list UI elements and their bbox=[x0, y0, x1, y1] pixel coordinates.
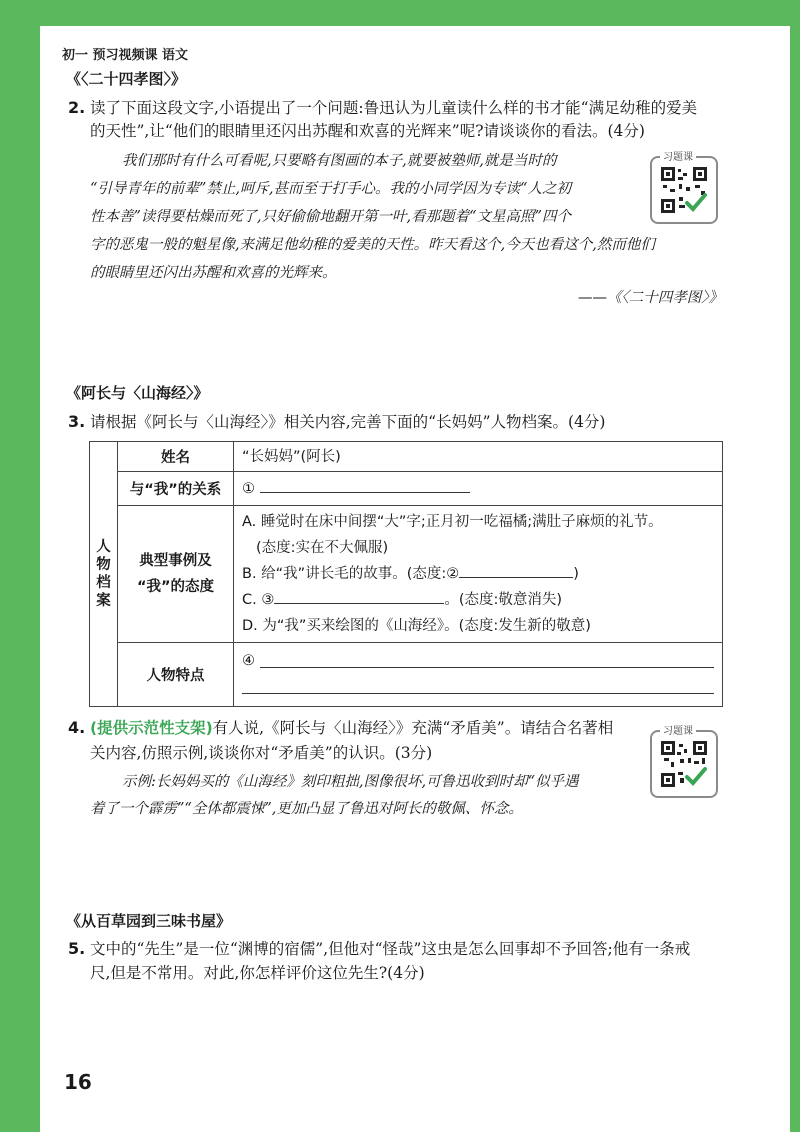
qr-code-icon bbox=[661, 167, 707, 213]
relation-blank[interactable] bbox=[260, 478, 470, 493]
events-label-1: 典型事例及 bbox=[139, 553, 212, 569]
event-d: D. 为“我”买来绘图的《山海经》。(态度:发生新的敬意) bbox=[242, 618, 591, 634]
q4-number: 4. bbox=[68, 718, 86, 737]
vertical-char-2: 物 bbox=[96, 557, 111, 573]
event-b-text: B. 给“我”讲长毛的故事。(态度:② bbox=[242, 566, 460, 582]
green-border-left bbox=[0, 0, 40, 1132]
q2-passage-line-3: 性本善”读得要枯燥而死了,只好偷偷地翻开第一叶,看那题着“文星高照”四个 bbox=[90, 209, 571, 225]
section-title-3: 《从百草园到三味书屋》 bbox=[66, 912, 232, 930]
q2-line-1: 读了下面这段文字,小语提出了一个问题:鲁迅认为儿童读什么样的书才能“满足幼稚的爱美 bbox=[90, 99, 698, 117]
q4-line-1-text: 有人说,《阿长与〈山海经〉》充满“矛盾美”。请结合名著相 bbox=[212, 719, 614, 737]
q5-line-2: 尺,但是不常用。对此,你怎样评价这位先生?(4分) bbox=[90, 964, 425, 982]
q5-line-1: 文中的“先生”是一位“渊博的宿儒”,但他对“怪哉”这虫是怎么回事却不予回答;他有一条戒 bbox=[90, 940, 691, 958]
green-border-top bbox=[0, 0, 800, 26]
q2-source: ——《〈二十四孝图〉》 bbox=[578, 290, 723, 306]
relation-answer-cell[interactable] bbox=[234, 472, 723, 506]
event-c-attitude: 。(态度:敬意消失) bbox=[444, 592, 563, 608]
q3-number: 3. bbox=[68, 412, 86, 431]
qr-code-box-2[interactable] bbox=[650, 726, 718, 798]
q4-line-2: 关内容,仿照示例,谈谈你对“矛盾美”的认识。(3分) bbox=[90, 744, 433, 762]
name-value: “长妈妈”(阿长) bbox=[234, 442, 723, 472]
qr-label-2: 习题课 bbox=[660, 722, 696, 737]
trait-answer-cell[interactable] bbox=[234, 643, 723, 707]
q4-example-line-1: 示例:长妈妈买的《山海经》刻印粗拙,图像很坏,可鲁迅收到时却“似乎遇 bbox=[122, 774, 579, 790]
section-title-2: 《阿长与〈山海经〉》 bbox=[66, 384, 209, 402]
events-label-cell bbox=[118, 506, 234, 643]
name-label: 姓名 bbox=[118, 442, 234, 472]
page-number: 16 bbox=[64, 1070, 92, 1094]
running-header: 初一 预习视频课 语文 bbox=[62, 48, 189, 63]
event-c-blank[interactable] bbox=[274, 589, 444, 604]
q2-passage-line-1: 我们那时有什么可看呢,只要略有图画的本子,就要被塾师,就是当时的 bbox=[122, 153, 557, 169]
q4-example-line-2: 着了一个霹雳”“全体都震悚”,更加凸显了鲁迅对阿长的敬佩、怀念。 bbox=[90, 801, 523, 817]
character-profile-table bbox=[89, 441, 723, 707]
trait-mark: ④ bbox=[242, 653, 255, 669]
q4-line-1 bbox=[90, 717, 613, 739]
relation-label: 与“我”的关系 bbox=[118, 472, 234, 506]
section-title-1: 《〈二十四孝图〉》 bbox=[66, 70, 187, 88]
q4-tag: (提供示范性支架) bbox=[90, 719, 213, 737]
trait-line-1[interactable] bbox=[260, 667, 714, 668]
trait-line-2[interactable] bbox=[242, 693, 714, 694]
qr-code-box-1[interactable] bbox=[650, 152, 718, 224]
qr-label-1: 习题课 bbox=[660, 148, 696, 163]
event-b-blank[interactable] bbox=[459, 563, 573, 578]
q5-number: 5. bbox=[68, 939, 86, 958]
event-c bbox=[242, 587, 714, 613]
vertical-label-cell bbox=[90, 442, 118, 707]
vertical-char-1: 人 bbox=[96, 539, 111, 555]
event-a-line-2: (态度:实在不大佩服) bbox=[256, 540, 389, 556]
events-cell bbox=[234, 506, 723, 643]
event-a-line-1: A. 睡觉时在床中间摆“大”字;正月初一吃福橘;满肚子麻烦的礼节。 bbox=[242, 514, 663, 530]
events-label-2: “我”的态度 bbox=[136, 579, 215, 595]
green-border-right bbox=[790, 0, 800, 1132]
event-c-text: C. ③ bbox=[242, 592, 275, 608]
q2-passage-line-2: “引导青年的前辈”禁止,呵斥,甚而至于打手心。我的小同学因为专读“人之初 bbox=[90, 181, 571, 197]
qr-code-icon bbox=[661, 741, 707, 787]
q2-passage-line-5: 的眼睛里还闪出苏醒和欢喜的光辉来。 bbox=[90, 265, 337, 281]
event-b-close: ) bbox=[573, 566, 579, 582]
vertical-char-3: 档 bbox=[96, 575, 111, 591]
q2-passage-line-4: 字的恶鬼一般的魁星像,来满足他幼稚的爱美的天性。昨天看这个,今天也看这个,然而他们 bbox=[90, 237, 655, 253]
q3-text: 请根据《阿长与〈山海经〉》相关内容,完善下面的“长妈妈”人物档案。(4分) bbox=[90, 413, 606, 431]
vertical-char-4: 案 bbox=[96, 593, 111, 609]
event-b bbox=[242, 561, 714, 587]
q2-line-2: 的天性”,让“他们的眼睛里还闪出苏醒和欢喜的光辉来”呢?请谈谈你的看法。(4分) bbox=[90, 122, 645, 140]
q2-number: 2. bbox=[68, 98, 86, 117]
relation-mark: ① bbox=[242, 480, 255, 497]
trait-label: 人物特点 bbox=[118, 643, 234, 707]
